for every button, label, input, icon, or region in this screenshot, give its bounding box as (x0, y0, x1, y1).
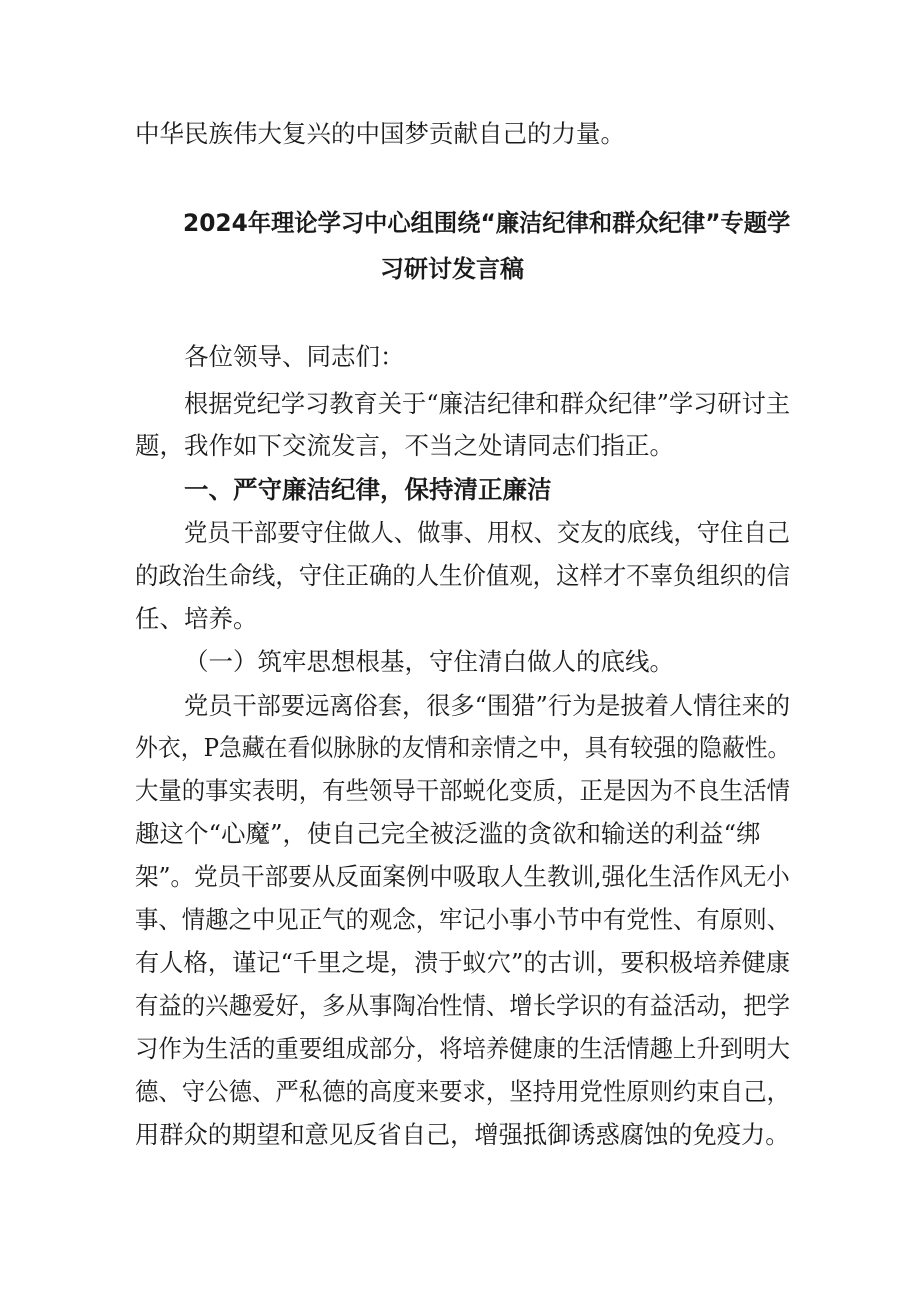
carryover-line: 中华民族伟大复兴的中国梦贡献自己的力量。 (135, 119, 625, 148)
subsection-heading: （一）筑牢思想根基，守住清白做人的底线。 (184, 647, 674, 676)
title-line-2: 习研讨发言稿 (380, 255, 524, 283)
paragraph-line: 有人格，谨记“千里之堤，溃于蚁穴”的古训，要积极培养健康 (135, 948, 791, 977)
title-line-1: 2024年理论学习中心组围绕“廉洁纪律和群众纪律”专题学 (183, 209, 791, 237)
section-line: 的政治生命线，守住正确的人生价值观，这样才不辜负组织的信 (135, 561, 790, 590)
paragraph-line: 大量的事实表明，有些领导干部蜕化变质，正是因为不良生活情 (135, 776, 790, 805)
paragraph-line: 外衣，P急藏在看似脉脉的友情和亲情之中，具有较强的隐蔽性。 (135, 733, 791, 762)
paragraph-line: 德、守公德、严私德的高度来要求，坚持用党性原则约束自己， (135, 1077, 790, 1106)
paragraph-line: 有益的兴趣爱好，多从事陶冶性情、增长学识的有益活动，把学 (135, 991, 790, 1020)
paragraph-line: 架”。党员干部要从反面案例中吸取人生教训,强化生活作风无小 (135, 862, 790, 891)
section-line: 任、培养。 (135, 604, 258, 633)
section-heading: 一、严守廉洁纪律，保持清正廉洁 (184, 475, 552, 504)
paragraph-line: 事、情趣之中见正气的观念，牢记小事小节中有党性、有原则、 (135, 905, 790, 934)
salutation: 各位领导、同志们： (184, 342, 405, 371)
paragraph-line: 习作为生活的重要组成部分，将培养健康的生活情趣上升到明大 (135, 1034, 790, 1063)
section-line: 党员干部要守住做人、做事、用权、交友的底线，守住自己 (184, 518, 790, 547)
intro-line: 根据党纪学习教育关于“廉洁纪律和群众纪律”学习研讨主 (184, 389, 791, 418)
paragraph-line: 用群众的期望和意见反省自己，增强抵御诱惑腐蚀的免疫力。 (135, 1120, 790, 1149)
intro-line: 题，我作如下交流发言，不当之处请同志们指正。 (135, 431, 674, 460)
paragraph-line: 党员干部要远离俗套，很多“围猎”行为是披着人情往来的 (184, 691, 791, 720)
paragraph-line: 趣这个“心魔”，使自己完全被泛滥的贪欲和输送的利益“绑 (135, 819, 761, 848)
